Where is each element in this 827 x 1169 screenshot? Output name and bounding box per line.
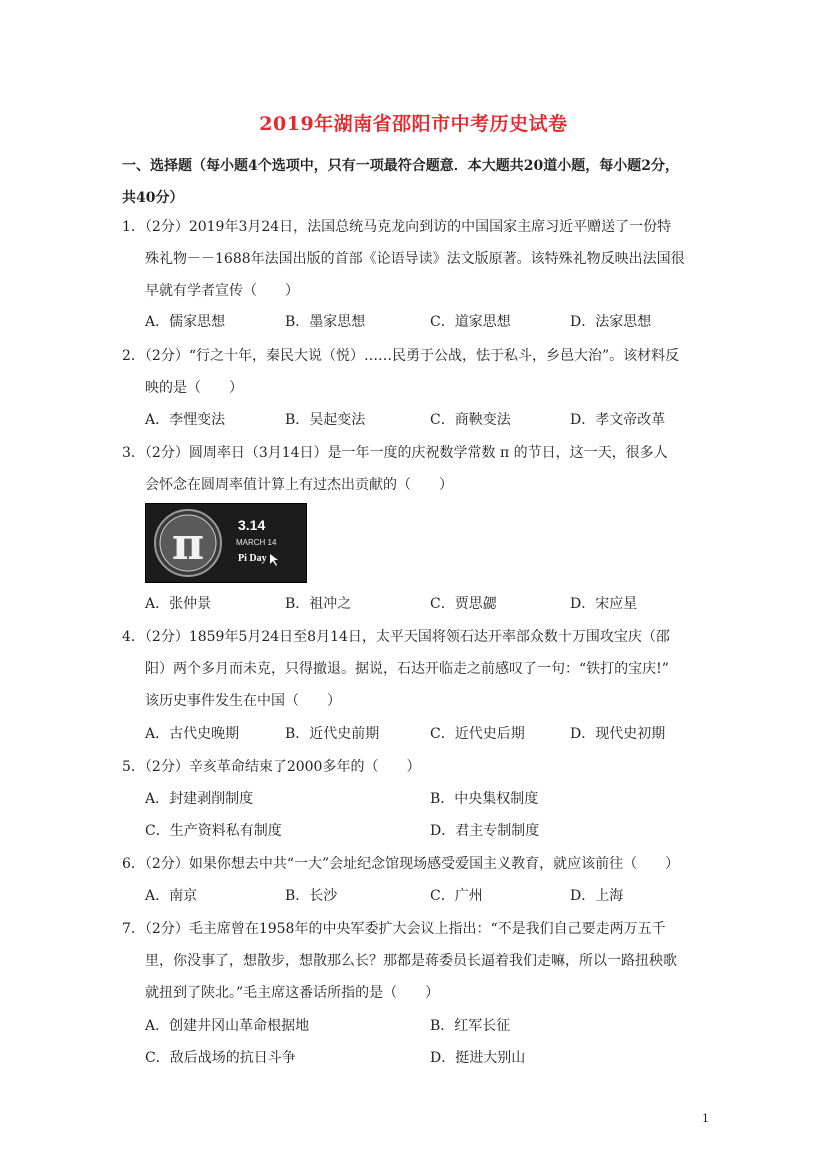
option-a[interactable]: A．张仲景 — [145, 596, 212, 612]
pi-label: Pi Day — [238, 553, 267, 564]
question-5-options-row-2 — [145, 815, 705, 847]
question-7-options-row-2 — [145, 1042, 705, 1074]
option-b[interactable]: B．墨家思想 — [285, 314, 366, 330]
question-1 — [122, 211, 712, 307]
option-d[interactable]: D．上海 — [570, 888, 624, 904]
option-d[interactable]: D．现代史初期 — [570, 726, 666, 742]
option-b[interactable]: B．近代史前期 — [285, 726, 380, 742]
option-c[interactable]: C．道家思想 — [430, 314, 511, 330]
option-d[interactable]: D．法家思想 — [570, 314, 652, 330]
question-text: 映的是（ ） — [145, 380, 243, 396]
option-b[interactable]: B．中央集权制度 — [430, 791, 539, 807]
question-7 — [122, 913, 712, 1009]
question-2-options — [145, 404, 705, 436]
option-a[interactable]: A．儒家思想 — [145, 314, 226, 330]
option-c[interactable]: C．近代史后期 — [430, 726, 525, 742]
option-a[interactable]: A．李悝变法 — [145, 412, 226, 428]
pi-number: 3.14 — [238, 517, 266, 533]
option-d[interactable]: D．君主专制制度 — [430, 823, 540, 839]
question-text: 4．（2分）1859年5月24日至8月14日，太平天国将领石达开率部众数十万围攻宝庆（邵 — [122, 629, 670, 645]
question-3-options — [145, 588, 705, 620]
question-1-options — [145, 306, 705, 338]
question-text: 阳）两个多月而未克，只得撤退。据说，石达开临走之前感叹了一句：“铁打的宝庆!” — [145, 661, 669, 677]
question-text: 7．（2分）毛主席曾在1958年的中央军委扩大会议上指出：“不是我们自己要走两万五千 — [122, 921, 666, 937]
option-c[interactable]: C．商鞅变法 — [430, 412, 511, 428]
option-b[interactable]: B．吴起变法 — [285, 412, 366, 428]
question-3 — [122, 437, 712, 501]
question-6-options — [145, 880, 705, 912]
question-text: 1．（2分）2019年3月24日，法国总统马克龙向到访的中国国家主席习近平赠送了一份特 — [122, 219, 672, 235]
question-text: 3．（2分）圆周率日（3月14日）是一年一度的庆祝数学常数 π 的节日，这一天，很多人 — [122, 445, 668, 461]
pi-day-image — [145, 503, 307, 583]
pi-date: MARCH 14 — [236, 538, 277, 547]
question-text: 殊礼物－－1688年法国出版的首部《论语导读》法文版原著。该特殊礼物反映出法国很 — [145, 251, 685, 267]
option-c[interactable]: C．广州 — [430, 888, 483, 904]
option-d[interactable]: D．宋应星 — [570, 596, 638, 612]
option-a[interactable]: A．南京 — [145, 888, 198, 904]
option-d[interactable]: D．孝文帝改革 — [570, 412, 666, 428]
option-c[interactable]: C．敌后战场的抗日斗争 — [145, 1050, 296, 1066]
option-b[interactable]: B．红军长征 — [430, 1018, 511, 1034]
option-b[interactable]: B．祖冲之 — [285, 596, 352, 612]
option-a[interactable]: A．封建剥削制度 — [145, 791, 254, 807]
section-heading-line-2: 共40分） — [122, 190, 184, 206]
option-c[interactable]: C．贾思勰 — [430, 596, 497, 612]
question-5-options-row-1 — [145, 783, 705, 815]
exam-title: 2019年湖南省邵阳市中考历史试卷 — [259, 113, 568, 135]
question-text: 里，你没事了，想散步，想散那么长？那都是蒋委员长逼着我们走嘛，所以一路扭秧歌 — [145, 953, 677, 969]
section-heading — [122, 150, 712, 214]
option-d[interactable]: D．挺进大别山 — [430, 1050, 526, 1066]
question-5 — [122, 751, 712, 783]
option-a[interactable]: A．古代史晚期 — [145, 726, 240, 742]
question-4 — [122, 621, 712, 717]
question-text: 会怀念在圆周率值计算上有过杰出贡献的（ ） — [145, 477, 453, 493]
question-4-options — [145, 718, 705, 750]
option-a[interactable]: A．创建井冈山革命根据地 — [145, 1018, 310, 1034]
question-text: 2．（2分）“行之十年，秦民大说（悦）……民勇于公战，怯于私斗，乡邑大治”。该材料反 — [122, 348, 680, 364]
question-text: 该历史事件发生在中国（ ） — [145, 693, 341, 709]
pi-symbol: π — [171, 519, 205, 570]
question-2 — [122, 340, 712, 404]
question-text: 6．（2分）如果你想去中共“一大”会址纪念馆现场感受爱国主义教育，就应该前往（ ） — [122, 856, 680, 872]
section-heading-line-1: 一、选择题（每小题4个选项中，只有一项最符合题意．本大题共20道小题，每小题2分， — [122, 158, 679, 174]
option-c[interactable]: C．生产资料私有制度 — [145, 823, 282, 839]
page-number: 1 — [702, 1112, 709, 1125]
question-text: 就扭到了陕北。”毛主席这番话所指的是（ ） — [145, 985, 440, 1001]
question-text: 5．（2分）辛亥革命结束了2000多年的（ ） — [122, 759, 421, 775]
question-7-options-row-1 — [145, 1010, 705, 1042]
question-text: 早就有学者宣传（ ） — [145, 283, 299, 299]
option-b[interactable]: B．长沙 — [285, 888, 338, 904]
question-6 — [122, 848, 712, 880]
